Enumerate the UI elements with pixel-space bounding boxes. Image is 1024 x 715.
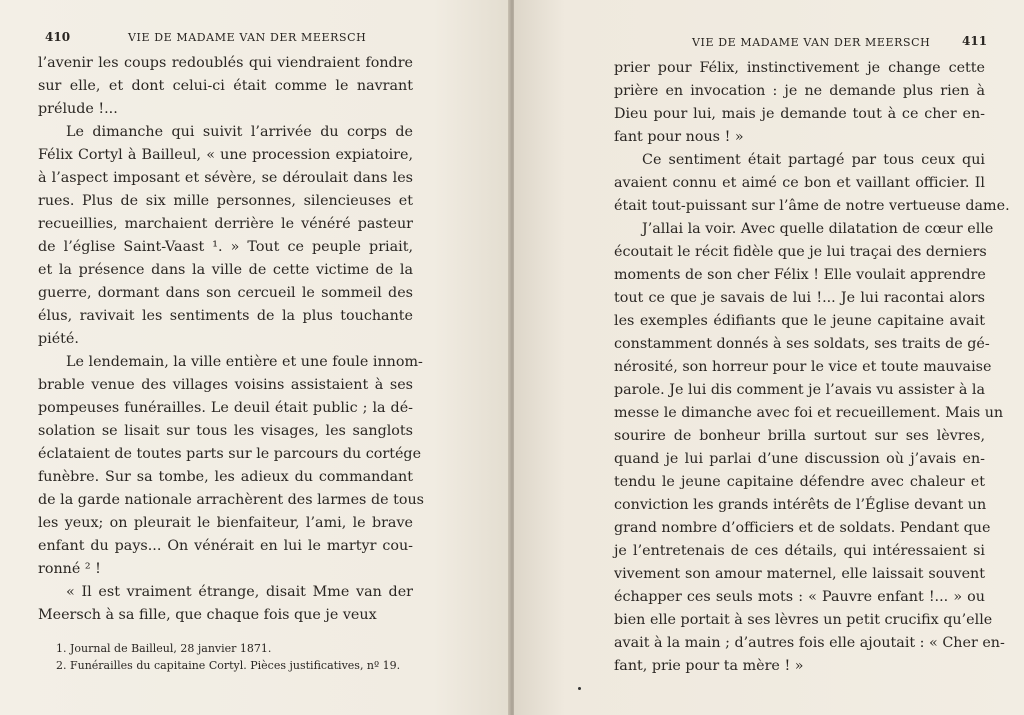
text-line: grand nombre d’officiers et de soldats. Pendant que: [614, 520, 991, 536]
text-line: Le lendemain, la ville entière et une foule innom-: [66, 354, 423, 370]
text-line: les yeux; on pleurait le bienfaiteur, l’ami, le brave: [38, 515, 413, 531]
text-line: « Il est vraiment étrange, disait Mme van der: [66, 584, 413, 600]
text-line: moments de son cher Félix ! Elle voulait apprendre: [614, 267, 986, 283]
text-line: tendu le jeune capitaine défendre avec chaleur et: [614, 474, 985, 490]
text-line: conviction les grands intérêts de l’Église devant un: [614, 497, 987, 513]
speck: [578, 687, 581, 690]
text-line: et la présence dans la ville de cette victime de la: [38, 262, 413, 278]
text-line: de l’église Saint-Vaast ¹. » Tout ce peuple priait,: [38, 239, 413, 255]
text-line: écoutait le récit fidèle que je lui traçai des derniers: [614, 244, 987, 260]
text-line: fant, prie pour ta mère ! »: [614, 658, 804, 674]
text-line: Meersch à sa fille, que chaque fois que je veux: [38, 607, 377, 623]
text-line: enfant du pays... On vénérait en lui le martyr cou-: [38, 538, 413, 554]
text-line: sourire de bonheur brilla surtout sur ses lèvres,: [614, 428, 985, 444]
text-line: guerre, dormant dans son cercueil le sommeil des: [38, 285, 413, 301]
text-line: bien elle portait à ses lèvres un petit crucifix qu’elle: [614, 612, 993, 628]
text-line: quand je lui parlai d’une discussion où j’avais en-: [614, 451, 985, 467]
text-line: messe le dimanche avec foi et recueillement. Mais un: [614, 405, 1004, 421]
right-running-head: VIE DE MADAME VAN DER MEERSCH: [692, 36, 931, 49]
text-line: Félix Cortyl à Bailleul, « une procession expiatoire,: [38, 147, 413, 163]
text-line: à l’aspect imposant et sévère, se déroulait dans les: [38, 170, 413, 186]
text-line: les exemples édifiants que le jeune capitaine avait: [614, 313, 985, 329]
text-line: prélude !...: [38, 101, 118, 117]
left-running-head: VIE DE MADAME VAN DER MEERSCH: [128, 31, 367, 44]
text-line: piété.: [38, 331, 79, 347]
text-line: était tout-puissant sur l’âme de notre vertueuse dame.: [614, 198, 1010, 214]
text-line: prière en invocation : je ne demande plus rien à: [614, 83, 985, 99]
text-line: échapper ces seuls mots : « Pauvre enfant !... » ou: [614, 589, 985, 605]
text-line: rues. Plus de six mille personnes, silencieuses et: [38, 193, 413, 209]
text-line: vivement son amour maternel, elle laissait souvent: [614, 566, 985, 582]
left-page: [0, 0, 510, 715]
text-line: funèbre. Sur sa tombe, les adieux du commandant: [38, 469, 413, 485]
text-line: tout ce que je savais de lui !... Je lui racontai alors: [614, 290, 985, 306]
text-line: parole. Je lui dis comment je l’avais vu assister à la: [614, 382, 985, 398]
right-page-number: 411: [962, 34, 988, 48]
text-line: sur elle, et dont celui-ci était comme le navrant: [38, 78, 413, 94]
text-line: constamment donnés à ses soldats, ses traits de gé-: [614, 336, 990, 352]
text-line: ronné ² !: [38, 561, 101, 577]
text-line: Ce sentiment était partagé par tous ceux qui: [642, 152, 985, 168]
text-line: recueillies, marchaient derrière le vénéré pasteur: [38, 216, 413, 232]
left-footnotes: [56, 640, 416, 674]
right-page-text: [614, 57, 1010, 678]
text-line: l’avenir les coups redoublés qui viendraient fondre: [38, 55, 413, 71]
text-line: pompeuses funérailles. Le deuil était public ; la dé-: [38, 400, 413, 416]
right-page: [514, 0, 1024, 715]
text-line: J’allai la voir. Avec quelle dilatation de cœur elle: [642, 221, 994, 237]
left-page-number: 410: [45, 30, 71, 44]
text-line: avait à la main ; d’autres fois elle ajoutait : « Cher en-: [614, 635, 1005, 651]
text-line: je l’entretenais de ces détails, qui intéressaient si: [614, 543, 985, 559]
text-line: élus, ravivait les sentiments de la plus touchante: [38, 308, 413, 324]
text-line: Le dimanche qui suivit l’arrivée du corps de: [66, 124, 413, 140]
left-page-text: [38, 52, 424, 627]
text-line: Dieu pour lui, mais je demande tout à ce cher en-: [614, 106, 985, 122]
text-line: fant pour nous ! »: [614, 129, 744, 145]
text-line: avaient connu et aimé ce bon et vaillant officier. Il: [614, 175, 985, 191]
text-line: de la garde nationale arrachèrent des larmes de tous: [38, 492, 424, 508]
text-line: solation se lisait sur tous les visages, les sanglots: [38, 423, 413, 439]
footnote-2: 2. Funérailles du capitaine Cortyl. Pièces justificatives, nº 19.: [56, 659, 401, 672]
text-line: prier pour Félix, instinctivement je change cette: [614, 60, 985, 76]
text-line: éclataient de toutes parts sur le parcours du cortége: [38, 446, 422, 462]
text-line: nérosité, son horreur pour le vice et toute mauvaise: [614, 359, 992, 375]
footnote-1: 1. Journal de Bailleul, 28 janvier 1871.: [56, 642, 272, 655]
text-line: brable venue des villages voisins assistaient à ses: [38, 377, 413, 393]
